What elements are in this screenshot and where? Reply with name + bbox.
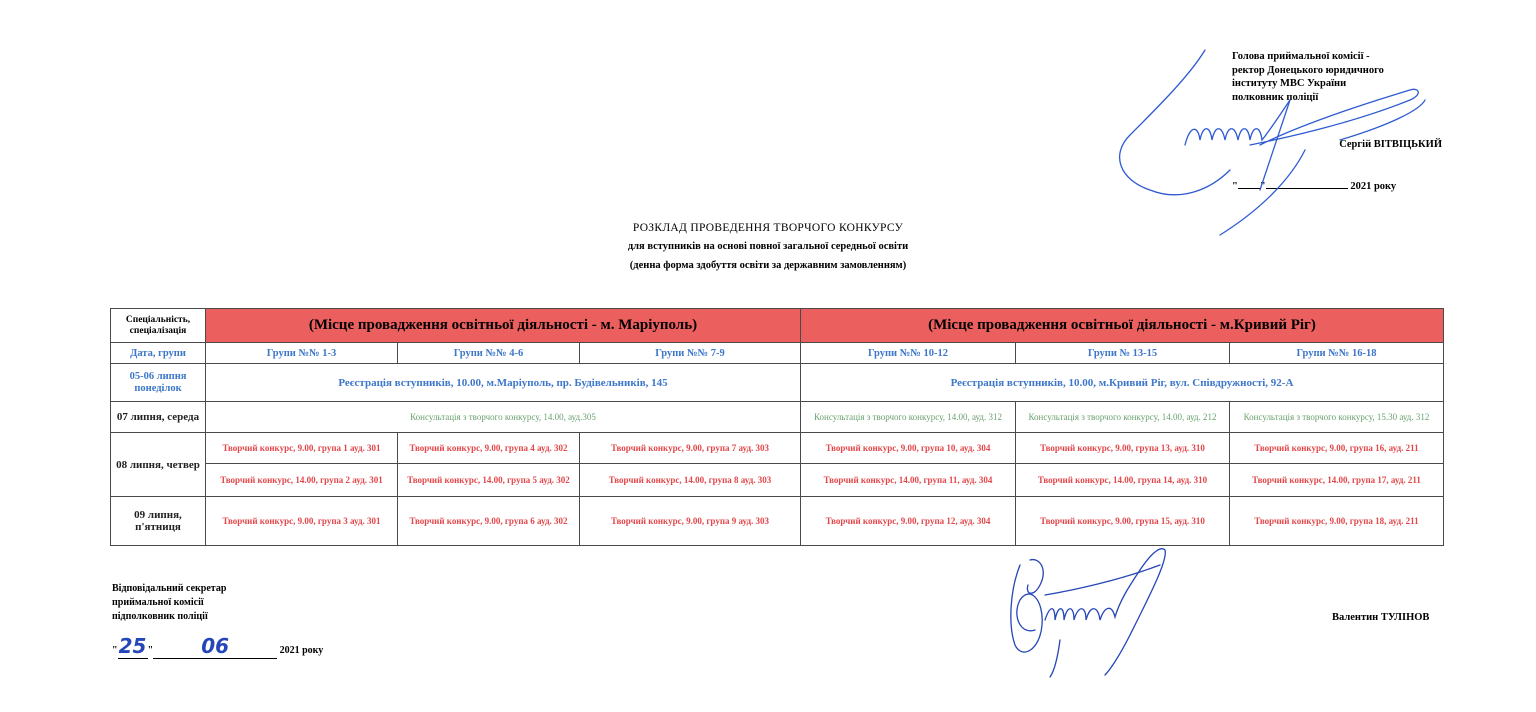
competition-cell: Творчий конкурс, 9.00, група 15, ауд. 310 — [1016, 497, 1230, 546]
rector-signature — [1110, 30, 1440, 240]
secretary-date: "25" 06 2021 року — [112, 634, 324, 658]
competition-row — [111, 497, 1444, 546]
secretary-block — [112, 582, 226, 624]
competition-cell: Творчий конкурс, 9.00, група 6 ауд. 302 — [398, 497, 580, 546]
day-cell: 05-06 липня понеділок — [111, 364, 206, 402]
consultation-cell: Консультація з творчого конкурсу, 14.00, ауд. 212 — [1016, 402, 1230, 433]
consultation-mariupol: Консультація з творчого конкурсу, 14.00, ауд.305 — [206, 402, 801, 433]
competition-cell: Творчий конкурс, 9.00, група 3 ауд. 301 — [206, 497, 398, 546]
groups-row — [111, 343, 1444, 364]
date-day: 25 — [118, 634, 147, 658]
day-cell: 09 липня, п'ятниця — [111, 497, 206, 546]
competition-cell: Творчий конкурс, 9.00, група 4 ауд. 302 — [398, 433, 580, 464]
location-mariupol: (Місце провадження освітньої діяльності - м. Маріуполь) — [206, 309, 801, 343]
competition-cell: Творчий конкурс, 14.00, група 17, ауд. 211 — [1230, 464, 1444, 497]
competition-cell: Творчий конкурс, 9.00, група 18, ауд. 211 — [1230, 497, 1444, 546]
consultation-cell: Консультація з творчого конкурсу, 15.30 ауд. 312 — [1230, 402, 1444, 433]
registration-mariupol: Реєстрація вступників, 10.00, м.Маріуполь, пр. Будівельників, 145 — [206, 364, 801, 402]
competition-cell: Творчий конкурс, 9.00, група 13, ауд. 310 — [1016, 433, 1230, 464]
page-title: РОЗКЛАД ПРОВЕДЕННЯ ТВОРЧОГО КОНКУРСУ — [632, 222, 904, 234]
registration-kryvyi-rih: Реєстрація вступників, 10.00, м.Кривий Ріг, вул. Співдружності, 92-А — [801, 364, 1444, 402]
approval-line: полковник поліції — [1232, 91, 1319, 103]
approval-date: " " 2021 року — [1232, 178, 1472, 194]
competition-cell: Творчий конкурс, 9.00, група 1 ауд. 301 — [206, 433, 398, 464]
secretary-line: приймальної комісії — [112, 597, 204, 608]
group-header: Групи №№ 1-3 — [206, 343, 398, 364]
competition-row — [111, 464, 1444, 497]
page-subtitle: для вступників на основі повної загальної середньої освіти — [627, 241, 909, 252]
competition-cell: Творчий конкурс, 14.00, група 11, ауд. 304 — [801, 464, 1016, 497]
group-header: Групи №№ 10-12 — [801, 343, 1016, 364]
competition-cell: Творчий конкурс, 14.00, група 14, ауд. 310 — [1016, 464, 1230, 497]
approval-line: ректор Донецького юридичного — [1232, 64, 1384, 76]
titles — [0, 222, 1536, 279]
approval-signatory: Сергій ВІТВІЦЬКИЙ — [1339, 139, 1442, 150]
group-header: Групи №№ 16-18 — [1230, 343, 1444, 364]
consultation-row — [111, 402, 1444, 433]
date-groups-label: Дата, групи — [111, 343, 206, 364]
consultation-cell: Консультація з творчого конкурсу, 14.00, ауд. 312 — [801, 402, 1016, 433]
competition-cell: Творчий конкурс, 14.00, група 5 ауд. 302 — [398, 464, 580, 497]
group-header: Групи №№ 7-9 — [580, 343, 801, 364]
day-cell: 07 липня, середа — [111, 402, 206, 433]
approval-line: Голова приймальної комісії - — [1232, 51, 1370, 62]
competition-cell: Творчий конкурс, 9.00, група 9 ауд. 303 — [580, 497, 801, 546]
location-kryvyi-rih: (Місце провадження освітньої діяльності - м.Кривий Ріг) — [801, 309, 1444, 343]
competition-cell: Творчий конкурс, 9.00, група 16, ауд. 211 — [1230, 433, 1444, 464]
date-month: 06 — [153, 634, 277, 659]
secretary-name: Валентин ТУЛІНОВ — [1332, 612, 1430, 623]
page-subtitle-2: (денна форма здобуття освіти за державним замовленням) — [629, 260, 907, 271]
day-cell: 08 липня, четвер — [111, 433, 206, 497]
group-header: Групи № 13-15 — [1016, 343, 1230, 364]
group-header: Групи №№ 4-6 — [398, 343, 580, 364]
secretary-line: підполковник поліції — [112, 611, 208, 622]
competition-cell: Творчий конкурс, 9.00, група 12, ауд. 304 — [801, 497, 1016, 546]
spec-header: Спеціальність, спеціалізація — [111, 309, 206, 343]
secretary-signature — [1000, 545, 1180, 680]
competition-cell: Творчий конкурс, 14.00, група 8 ауд. 303 — [580, 464, 801, 497]
competition-cell: Творчий конкурс, 14.00, група 2 ауд. 301 — [206, 464, 398, 497]
secretary-line: Відповідальний секретар — [112, 583, 227, 594]
registration-row — [111, 364, 1444, 402]
competition-row — [111, 433, 1444, 464]
competition-cell: Творчий конкурс, 9.00, група 10, ауд. 304 — [801, 433, 1016, 464]
table-header-row — [111, 309, 1444, 343]
schedule-table — [110, 308, 1444, 546]
competition-cell: Творчий конкурс, 9.00, група 7 ауд. 303 — [580, 433, 801, 464]
approval-line: інституту МВС України — [1232, 78, 1347, 89]
